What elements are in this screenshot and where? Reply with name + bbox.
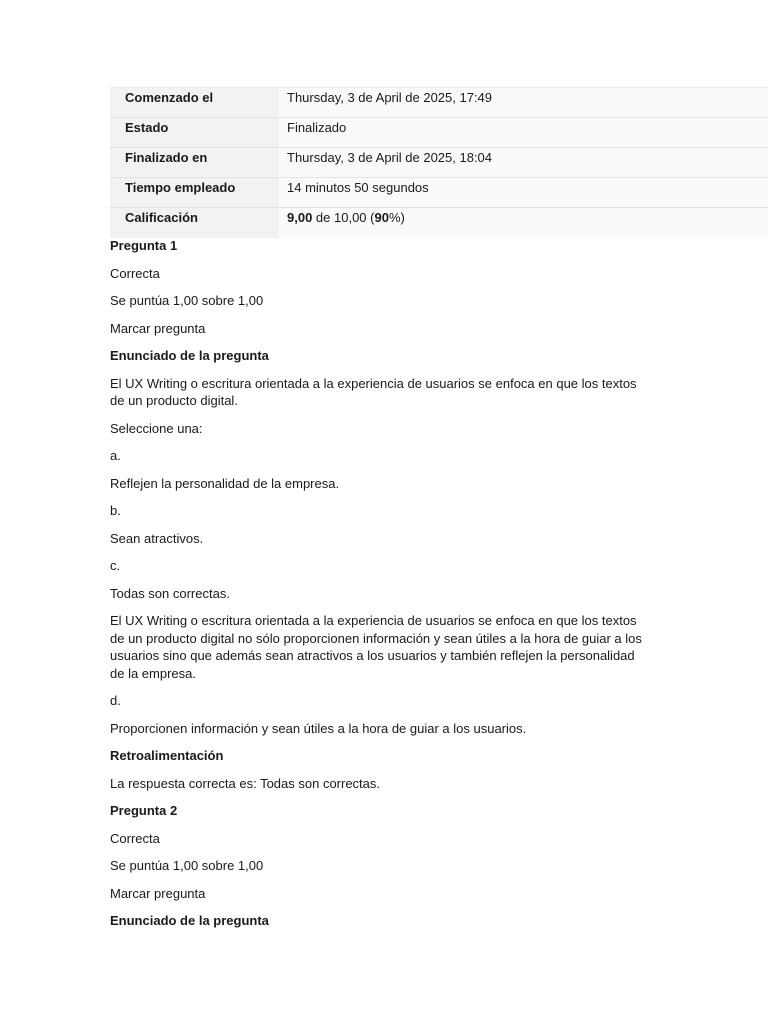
grade-percent-suffix: %) — [388, 210, 405, 225]
option-d-text[interactable]: Proporcionen información y sean útiles a la hora de guiar a los usuarios. — [110, 720, 527, 736]
option-c-text[interactable]: Todas son correctas. — [110, 585, 230, 601]
summary-row-started — [110, 88, 768, 118]
option-b-text[interactable]: Sean atractivos. — [110, 530, 204, 546]
question-2-points: Se puntúa 1,00 sobre 1,00 — [110, 858, 264, 873]
summary-row-finished — [110, 148, 768, 178]
option-b-letter[interactable]: b. — [110, 503, 121, 518]
question-2-status: Correcta — [110, 830, 160, 846]
question-1-points: Se puntúa 1,00 sobre 1,00 — [110, 293, 264, 308]
summary-value: 14 minutos 50 segundos — [279, 178, 768, 208]
summary-label: Finalizado en — [110, 148, 279, 178]
question-content — [110, 237, 650, 940]
option-d-letter[interactable]: d. — [110, 693, 121, 708]
question-1-status: Correcta — [110, 265, 160, 281]
question-2-title: Pregunta 2 — [110, 803, 178, 818]
option-a-letter[interactable]: a. — [110, 448, 121, 463]
question-2-statement-heading: Enunciado de la pregunta — [110, 913, 269, 928]
grade-value — [279, 208, 768, 238]
summary-value: Thursday, 3 de April de 2025, 18:04 — [279, 148, 768, 178]
question-1-statement: El UX Writing o escritura orientada a la experiencia de usuarios se enfoca en que los textos de un producto digital. — [110, 375, 637, 408]
question-1-feedback: La respuesta correcta es: Todas son correctas. — [110, 775, 381, 791]
option-a-text[interactable]: Reflejen la personalidad de la empresa. — [110, 475, 340, 491]
grade-score: 9,00 — [287, 210, 313, 225]
question-1-title: Pregunta 1 — [110, 238, 178, 253]
summary-label: Calificación — [110, 208, 279, 238]
summary-value: Finalizado — [279, 118, 768, 148]
option-c-letter[interactable]: c. — [110, 558, 121, 573]
question-1-feedback-heading: Retroalimentación — [110, 748, 224, 763]
option-c-explanation: El UX Writing o escritura orientada a la experiencia de usuarios se enfoca en que los textos de un producto digital no sólo proporcionen información y sean útiles a la hora de guiar a los usuarios sino que además sean atractivos a los usuarios y también reflejen la personalidad de la empresa. — [110, 613, 642, 681]
summary-row-state — [110, 118, 768, 148]
question-1-statement-heading: Enunciado de la pregunta — [110, 348, 269, 363]
summary-label: Comenzado el — [110, 88, 279, 118]
summary-label: Estado — [110, 118, 279, 148]
summary-label: Tiempo empleado — [110, 178, 279, 208]
summary-value: Thursday, 3 de April de 2025, 17:49 — [279, 88, 768, 118]
summary-row-time-taken — [110, 178, 768, 208]
question-2-flag-link[interactable]: Marcar pregunta — [110, 885, 206, 901]
summary-row-grade — [110, 208, 768, 238]
grade-of-text: de 10,00 ( — [312, 210, 375, 225]
attempt-summary-table — [110, 87, 768, 238]
question-1-select-prompt: Seleccione una: — [110, 420, 203, 436]
grade-percent: 90 — [374, 210, 389, 225]
question-1-flag-link[interactable]: Marcar pregunta — [110, 320, 206, 336]
